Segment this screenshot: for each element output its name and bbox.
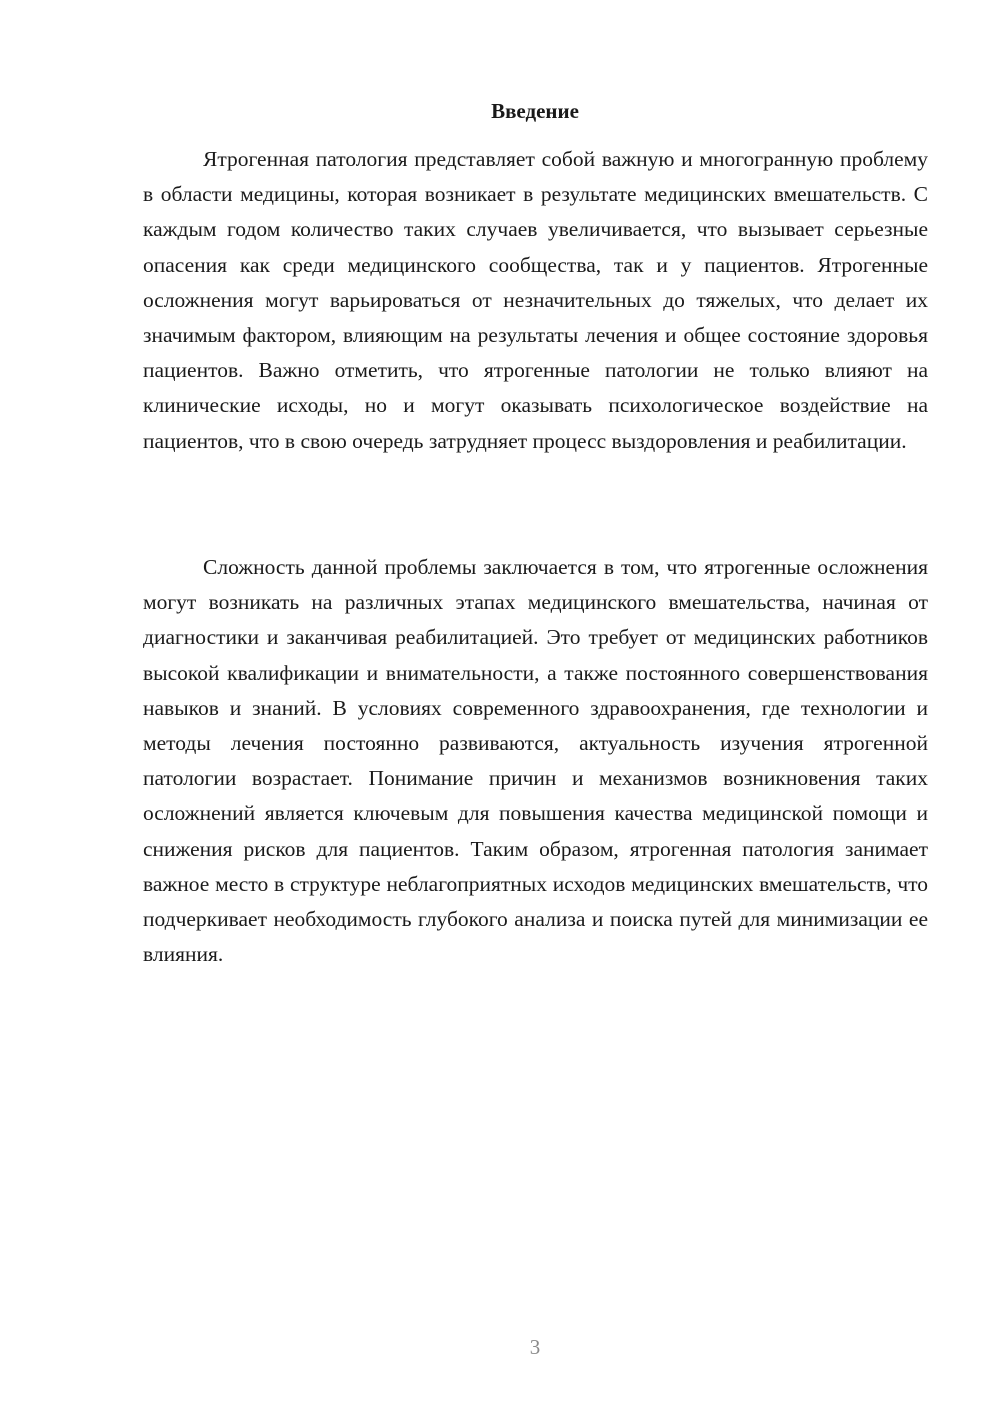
paragraph-2: Сложность данной проблемы заключается в том, что ятрогенные осложнения могут возникать на различных этапах медицинского вмешательства, начиная от диагностики и заканчивая реабилитацией. Это требует от медицинских работников высокой квалификации и внимательности, а также постоянного совершенствования навыков и знаний. В условиях современного здравоохранения, где технологии и методы лечения постоянно развиваются, актуальность изучения ятрогенной патологии возрастает. Понимание причин и механизмов возникновения таких осложнений является ключевым для повышения качества медицинской помощи и снижения рисков для пациентов. Таким образом, ятрогенная патология занимает важное место в структуре неблагоприятных исходов медицинских вмешательств, что подчеркивает необходимость глубокого анализа и поиска путей для минимизации ее влияния. xyxy=(143,555,928,967)
section-heading: Введение xyxy=(491,99,579,123)
paragraph-1: Ятрогенная патология представляет собой важную и многогранную проблему в области медицины, которая возникает в результате медицинских вмешательств. С каждым годом количество таких случаев увеличивается, что вызывает серьезные опасения как среди медицинского сообщества, так и у пациентов. Ятрогенные осложнения могут варьироваться от незначительных до тяжелых, что делает их значимым фактором, влияющим на результаты лечения и общее состояние здоровья пациентов. Важно отметить, что ятрогенные патологии не только влияют на клинические исходы, но и могут оказывать психологическое воздействие на пациентов, что в свою очередь затрудняет процесс выздоровления и реабилитации. xyxy=(143,147,928,453)
page-number: 3 xyxy=(529,1335,541,1359)
